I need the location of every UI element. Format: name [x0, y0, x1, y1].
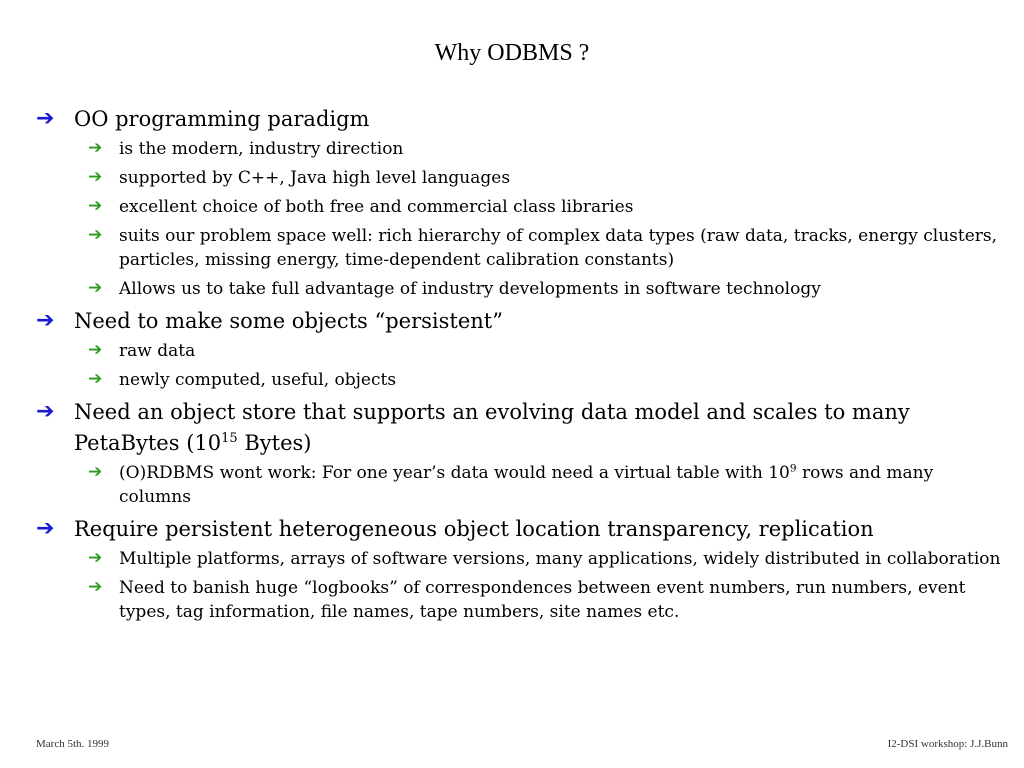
- bullet-text: [74, 400, 910, 455]
- arrow-right-icon: ➔: [88, 548, 103, 568]
- sub-bullet-item: [36, 195, 1004, 219]
- arrow-right-icon: ➔: [88, 369, 103, 389]
- sub-bullet-item: [36, 166, 1004, 190]
- sub-bullet-text: is the modern, industry direction: [119, 139, 404, 159]
- sub-bullet-item: [36, 339, 1004, 363]
- bullet-text: Need to make some objects “persistent”: [74, 309, 503, 333]
- arrow-right-icon: ➔: [88, 278, 103, 298]
- sub-bullet-text: [119, 463, 933, 507]
- bullet-item: [36, 306, 1004, 337]
- bullet-text: Require persistent heterogeneous object location transparency, replication: [74, 517, 874, 541]
- sub-bullet-item: [36, 277, 1004, 301]
- arrow-right-icon: ➔: [88, 462, 103, 482]
- sub-bullet-text: suits our problem space well: rich hierarchy of complex data types (raw data, tracks, energy clusters, particles, missing energy, time-dependent calibration constants): [119, 226, 998, 270]
- arrow-right-icon: ➔: [88, 577, 103, 597]
- footer-date: March 5th. 1999: [36, 738, 110, 750]
- sub-bullet-item: [36, 368, 1004, 392]
- sub-bullet-text-part: rows and many columns: [119, 463, 934, 507]
- sub-bullet-text-part: (O)RDBMS wont work: For one year’s data would need a virtual table with 10: [119, 463, 790, 483]
- arrow-right-icon: ➔: [36, 308, 55, 333]
- sub-bullet-list: [36, 339, 1004, 392]
- sub-bullet-text: Need to banish huge “logbooks” of correspondences between event numbers, run numbers, event types, tag information, file names, tape numbers, site names etc.: [119, 578, 966, 622]
- bullet-item: [36, 514, 1004, 545]
- sub-bullet-list: [36, 547, 1004, 624]
- bullet-text-part: Need an object store that supports an evolving data model and scales to many PetaBytes (10: [74, 400, 910, 455]
- arrow-right-icon: ➔: [36, 516, 55, 541]
- sub-bullet-list: [36, 461, 1004, 509]
- exponent: 9: [789, 462, 797, 475]
- exponent: 15: [221, 431, 238, 446]
- sub-bullet-text: Allows us to take full advantage of industry developments in software technology: [119, 279, 821, 299]
- sub-bullet-list: [36, 137, 1004, 301]
- sub-bullet-text: supported by C++, Java high level languages: [119, 168, 511, 188]
- arrow-right-icon: ➔: [88, 167, 103, 187]
- sub-bullet-item: [36, 224, 1004, 272]
- sub-bullet-item: [36, 137, 1004, 161]
- sub-bullet-text: Multiple platforms, arrays of software versions, many applications, widely distributed in collaboration: [119, 549, 1001, 569]
- bullet-text: OO programming paradigm: [74, 107, 370, 131]
- slide-title: Why ODBMS ?: [434, 40, 590, 66]
- sub-bullet-text: raw data: [119, 341, 196, 361]
- arrow-right-icon: ➔: [88, 196, 103, 216]
- bullet-text-part: Bytes): [237, 431, 312, 455]
- sub-bullet-item: [36, 461, 1004, 509]
- arrow-right-icon: ➔: [36, 399, 55, 424]
- footer-credit: I2-DSI workshop: J.J.Bunn: [887, 738, 1008, 750]
- sub-bullet-item: [36, 547, 1004, 571]
- arrow-right-icon: ➔: [88, 138, 103, 158]
- arrow-right-icon: ➔: [36, 106, 55, 131]
- bullet-list: [36, 100, 1004, 629]
- sub-bullet-text: newly computed, useful, objects: [119, 370, 397, 390]
- sub-bullet-text: excellent choice of both free and commercial class libraries: [119, 197, 634, 217]
- arrow-right-icon: ➔: [88, 340, 103, 360]
- bullet-item: [36, 104, 1004, 135]
- arrow-right-icon: ➔: [88, 225, 103, 245]
- sub-bullet-item: [36, 576, 1004, 624]
- bullet-item: [36, 397, 1004, 459]
